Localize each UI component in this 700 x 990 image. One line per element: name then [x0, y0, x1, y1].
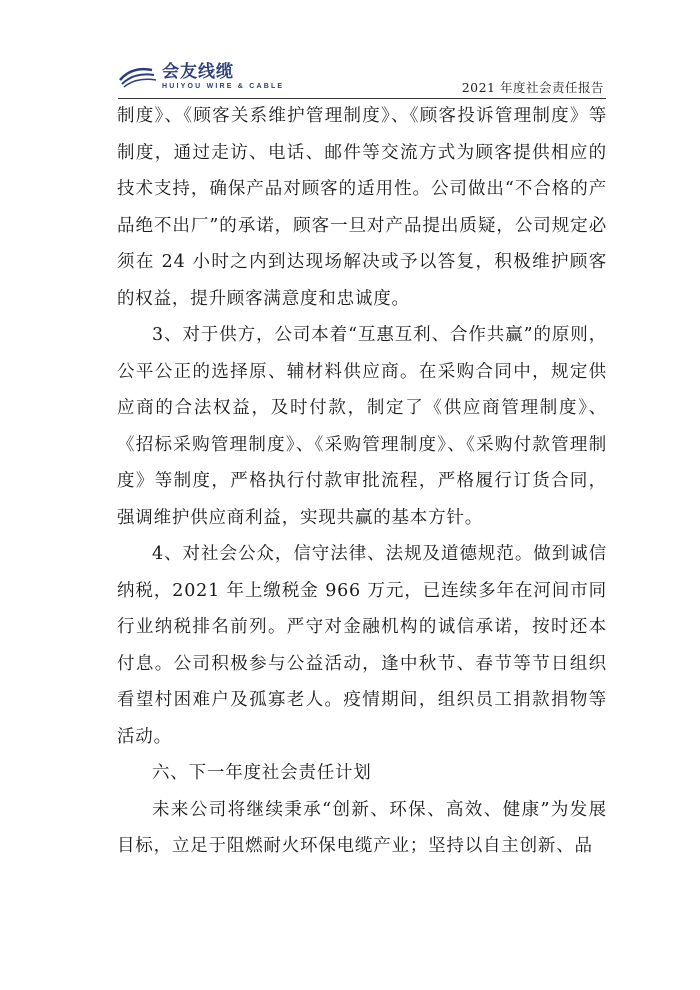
logo-chinese-name: 会友线缆: [162, 62, 234, 82]
paragraph-public: 4、对社会公众，信守法律、法规及道德规范。做到诚信纳税，2021 年上缴税金 966 万元，已连续多年在河间市同行业纳税排名前列。严守对金融机构的诚信承诺，按时还本付息。公司积极参与公益活动，逢中秋节、春节等节日组织看望村困难户及孤寡老人。疫情期间，组织员工捐款捐物等活动。: [117, 544, 607, 747]
page-header: [118, 58, 606, 99]
logo-english-name: HUIYOU WIRE & CABLE: [162, 83, 285, 90]
paragraph-future-plan: 未来公司将继续秉承“创新、环保、高效、健康”为发展目标，立足于阻燃耐火环保电缆产业；坚持以自主创新、品: [117, 799, 607, 856]
paragraph-customer-continued: 制度》、《顾客关系维护管理制度》、《顾客投诉管理制度》等制度，通过走访、电话、邮件等交流方式为顾客提供相应的技术支持，确保产品对顾客的适用性。公司做出“不合格的产品绝不出厂”的承诺，顾客一旦对产品提出质疑，公司规定必须在 24 小时之内到达现场解决或予以答复，积极维护顾客的权益，提升顾客满意度和忠诚度。: [117, 106, 607, 309]
report-title: 2021 年度社会责任报告: [461, 80, 604, 95]
section-heading-next-year-plan: 六、下一年度社会责任计划: [152, 763, 372, 783]
company-logo-icon: [118, 62, 158, 88]
company-logo: [118, 62, 284, 91]
document-body: [117, 98, 607, 865]
paragraph-suppliers: 3、对于供方，公司本着“互惠互利、合作共赢”的原则，公平公正的选择原、辅材料供应商。在采购合同中，规定供应商的合法权益，及时付款，制定了《供应商管理制度》、《招标采购管理制度》、《采购管理制度》、《采购付款管理制度》等制度，严格执行付款审批流程，严格履行订货合同，强调维护供应商利益，实现共赢的基本方针。: [117, 325, 607, 528]
